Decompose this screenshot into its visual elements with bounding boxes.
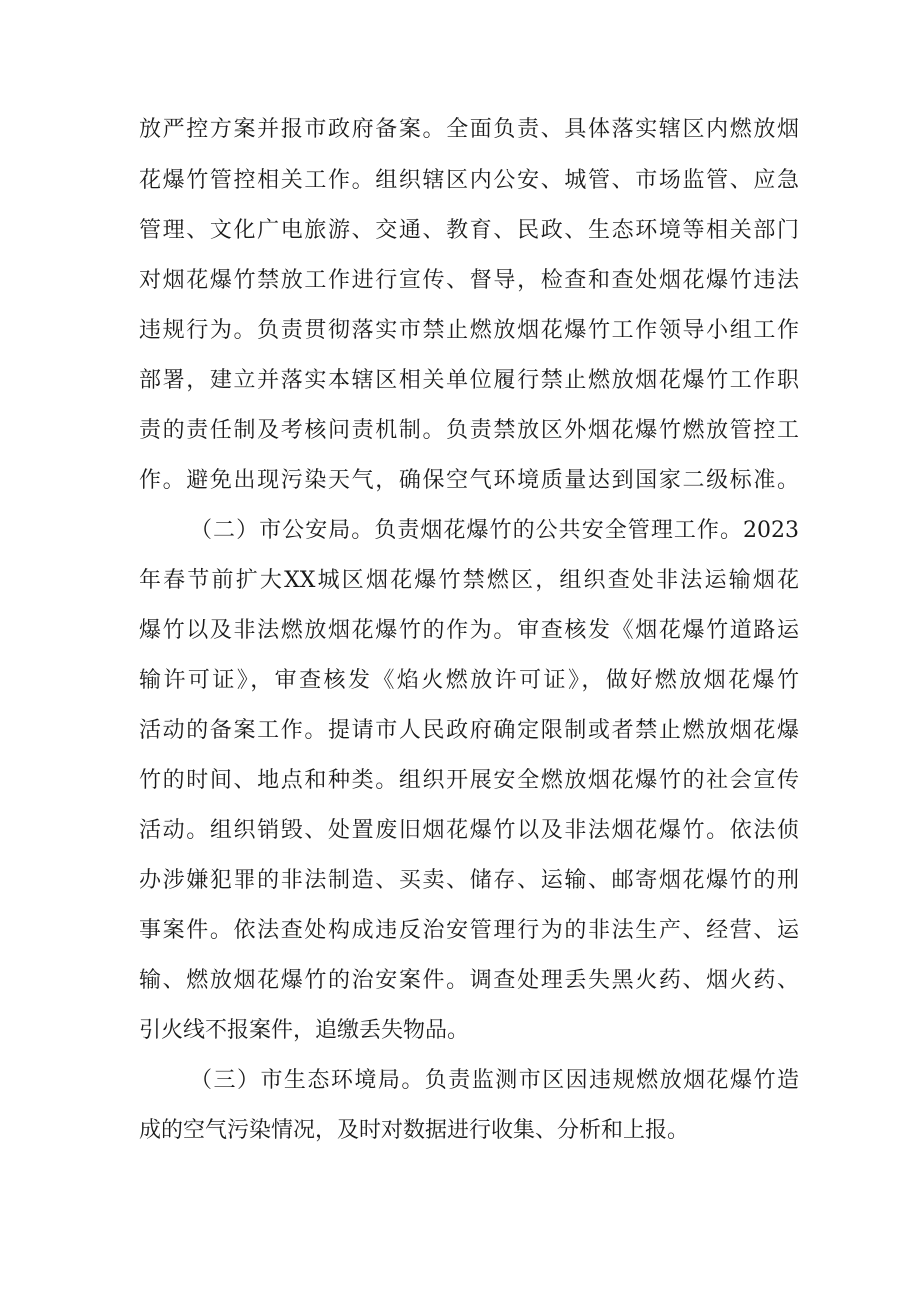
paragraph-1-line-2: 花爆竹管控相关工作。组织辖区内公安、城管、市场监管、应急 — [139, 168, 799, 193]
paragraph-2-line-10: 输、燃放烟花爆竹的治安案件。调查处理丢失黑火药、烟火药、 — [139, 968, 799, 993]
paragraph-2-line-4: 输许可证》，审查核发《焰火燃放许可证》，做好燃放烟花爆竹 — [139, 668, 799, 693]
paragraph-1-line-5: 违规行为。负责贯彻落实市禁止燃放烟花爆竹工作领导小组工作 — [139, 318, 799, 343]
paragraph-2-line-3: 爆竹以及非法燃放烟花爆竹的作为。审查核发《烟花爆竹道路运 — [139, 618, 799, 643]
paragraph-1-line-8: 作。避免出现污染天气，确保空气环境质量达到国家二级标准。 — [139, 468, 799, 493]
paragraph-2-line-1: （二）市公安局。负责烟花爆竹的公共安全管理工作。2023 — [190, 518, 799, 543]
paragraph-2-line-5: 活动的备案工作。提请市人民政府确定限制或者禁止燃放烟花爆 — [139, 718, 799, 743]
paragraph-1-line-7: 责的责任制及考核问责机制。负责禁放区外烟花爆竹燃放管控工 — [139, 418, 799, 443]
paragraph-2-line-11: 引火线不报案件，追缴丢失物品。 — [139, 1018, 470, 1043]
paragraph-2-line-6: 竹的时间、地点和种类。组织开展安全燃放烟花爆竹的社会宣传 — [139, 768, 799, 793]
paragraph-2-line-7: 活动。组织销毁、处置废旧烟花爆竹以及非法烟花爆竹。依法侦 — [139, 818, 799, 843]
paragraph-3-line-2: 成的空气污染情况，及时对数据进行收集、分析和上报。 — [139, 1118, 690, 1143]
paragraph-2-line-2: 年春节前扩大XX城区烟花爆竹禁燃区，组织查处非法运输烟花 — [139, 568, 799, 593]
paragraph-1-line-3: 管理、文化广电旅游、交通、教育、民政、生态环境等相关部门 — [139, 218, 799, 243]
paragraph-2-line-9: 事案件。依法查处构成违反治安管理行为的非法生产、经营、运 — [139, 918, 799, 943]
paragraph-1-line-4: 对烟花爆竹禁放工作进行宣传、督导，检查和查处烟花爆竹违法 — [139, 268, 799, 293]
paragraph-1-line-1: 放严控方案并报市政府备案。全面负责、具体落实辖区内燃放烟 — [139, 117, 799, 142]
paragraph-3-line-1: （三）市生态环境局。负责监测市区因违规燃放烟花爆竹造 — [190, 1068, 799, 1093]
paragraph-1-line-6: 部署，建立并落实本辖区相关单位履行禁止燃放烟花爆竹工作职 — [139, 368, 799, 393]
paragraph-2-line-8: 办涉嫌犯罪的非法制造、买卖、储存、运输、邮寄烟花爆竹的刑 — [139, 868, 799, 893]
